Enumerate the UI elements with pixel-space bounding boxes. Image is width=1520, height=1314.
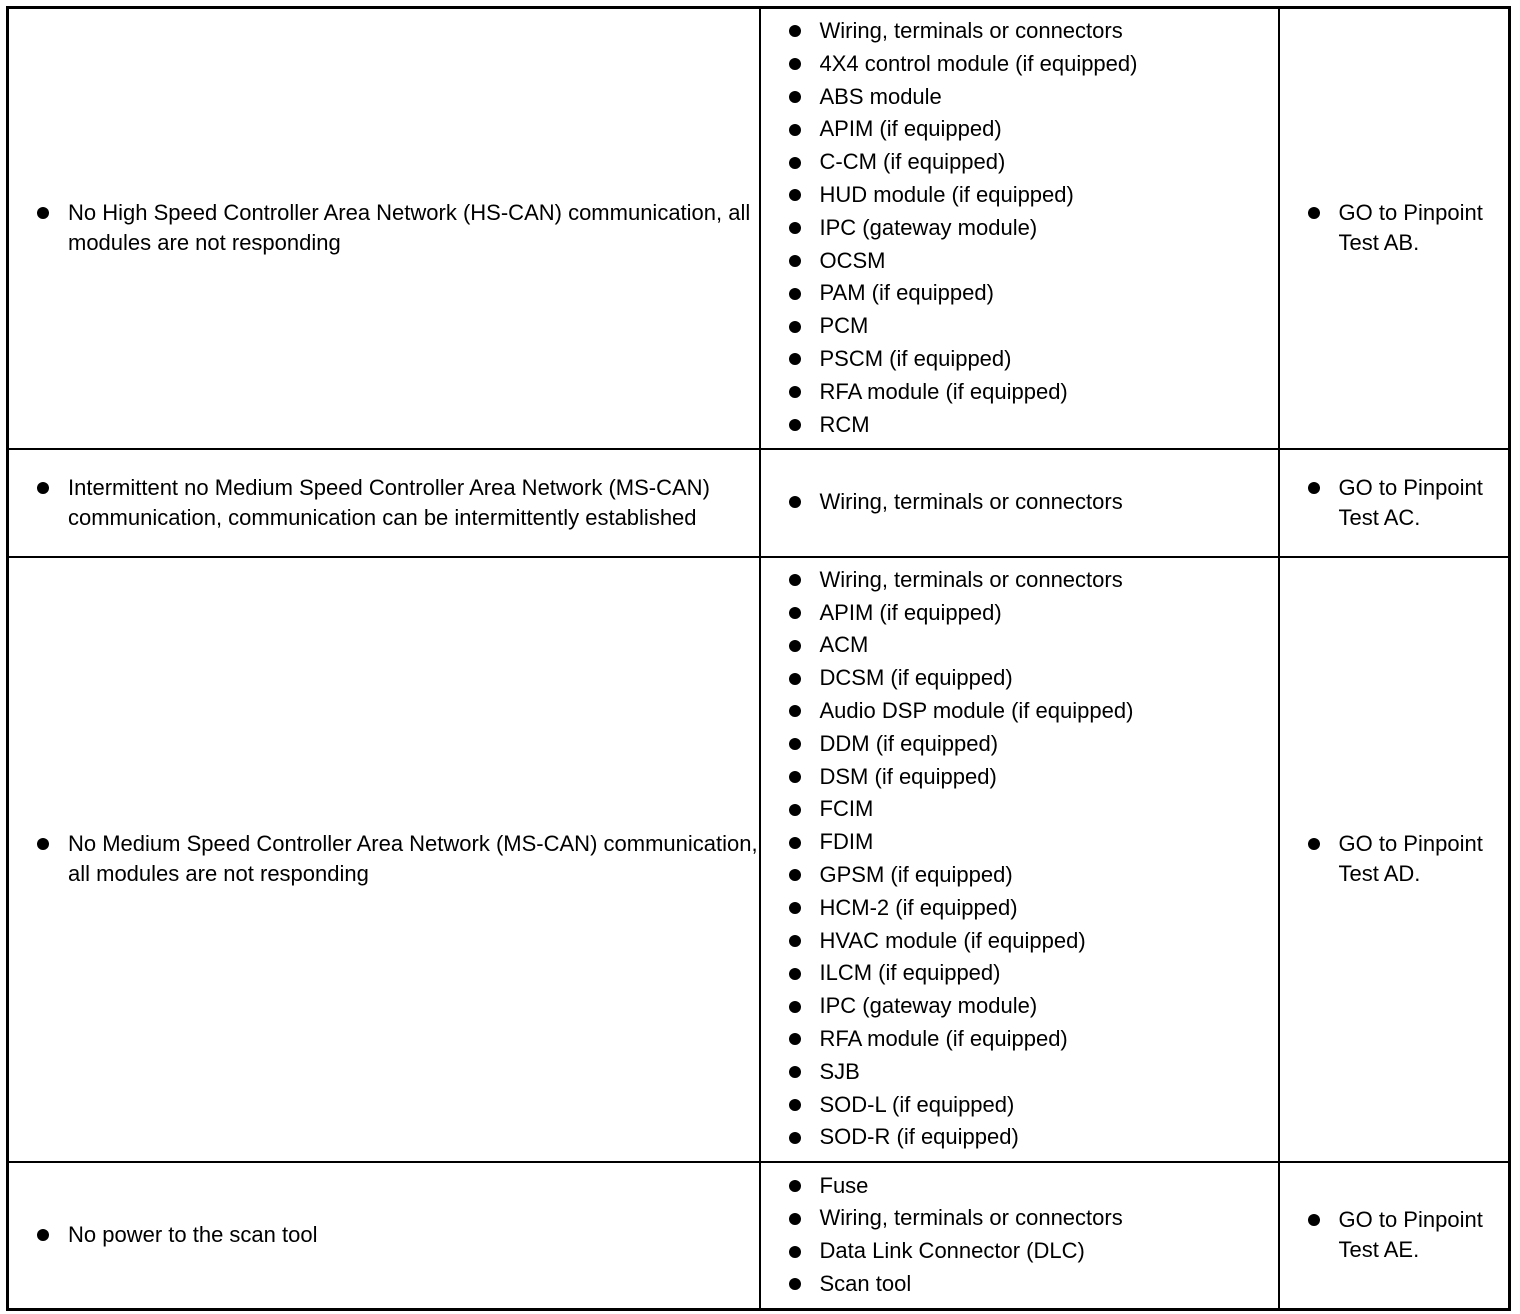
possible-sources-cell	[760, 1162, 1279, 1310]
action-cell-list	[1280, 473, 1509, 533]
list-item: DCSM (if equipped)	[761, 662, 1278, 695]
list-item: FDIM	[761, 826, 1278, 859]
list-item: IPC (gateway module)	[761, 212, 1278, 245]
table-row	[8, 557, 1510, 1162]
list-item: GO to Pinpoint Test AE.	[1280, 1205, 1509, 1265]
list-item: HCM-2 (if equipped)	[761, 892, 1278, 925]
list-item: FCIM	[761, 793, 1278, 826]
symptom-cell	[8, 449, 760, 557]
list-item: DSM (if equipped)	[761, 761, 1278, 794]
list-item: APIM (if equipped)	[761, 113, 1278, 146]
list-item: DDM (if equipped)	[761, 728, 1278, 761]
list-item: Wiring, terminals or connectors	[761, 486, 1278, 519]
action-cell	[1279, 1162, 1510, 1310]
action-cell	[1279, 8, 1510, 449]
symptom-cell	[8, 1162, 760, 1310]
list-item: APIM (if equipped)	[761, 597, 1278, 630]
list-item: Wiring, terminals or connectors	[761, 564, 1278, 597]
list-item: RFA module (if equipped)	[761, 376, 1278, 409]
list-item: SJB	[761, 1056, 1278, 1089]
list-item: RCM	[761, 409, 1278, 442]
list-item: Scan tool	[761, 1268, 1278, 1301]
list-item: No High Speed Controller Area Network (HS-CAN) communication, all modules are not responding	[9, 198, 759, 258]
list-item: ABS module	[761, 81, 1278, 114]
list-item: GO to Pinpoint Test AD.	[1280, 829, 1509, 889]
list-item: GPSM (if equipped)	[761, 859, 1278, 892]
possible-sources-cell	[760, 449, 1279, 557]
action-cell-list	[1280, 198, 1509, 258]
action-cell-list	[1280, 829, 1509, 889]
action-cell	[1279, 449, 1510, 557]
possible-sources-cell-list	[761, 486, 1278, 519]
possible-sources-cell	[760, 8, 1279, 449]
table-row	[8, 8, 1510, 449]
list-item: SOD-R (if equipped)	[761, 1121, 1278, 1154]
list-item: No Medium Speed Controller Area Network (MS-CAN) communication, all modules are not responding	[9, 829, 759, 889]
symptom-cell-list	[9, 1220, 759, 1250]
list-item: No power to the scan tool	[9, 1220, 759, 1250]
table-body	[8, 8, 1510, 1310]
list-item: OCSM	[761, 245, 1278, 278]
table-row	[8, 449, 1510, 557]
list-item: C-CM (if equipped)	[761, 146, 1278, 179]
list-item: GO to Pinpoint Test AB.	[1280, 198, 1509, 258]
table-row	[8, 1162, 1510, 1310]
list-item: PCM	[761, 310, 1278, 343]
symptom-chart-table	[6, 6, 1511, 1311]
possible-sources-cell-list	[761, 564, 1278, 1154]
list-item: RFA module (if equipped)	[761, 1023, 1278, 1056]
list-item: 4X4 control module (if equipped)	[761, 48, 1278, 81]
list-item: HVAC module (if equipped)	[761, 925, 1278, 958]
list-item: Wiring, terminals or connectors	[761, 15, 1278, 48]
symptom-cell	[8, 557, 760, 1162]
list-item: Fuse	[761, 1170, 1278, 1203]
symptom-cell-list	[9, 198, 759, 258]
list-item: Data Link Connector (DLC)	[761, 1235, 1278, 1268]
symptom-cell	[8, 8, 760, 449]
list-item: PAM (if equipped)	[761, 277, 1278, 310]
action-cell-list	[1280, 1205, 1509, 1265]
possible-sources-cell-list	[761, 1170, 1278, 1301]
list-item: PSCM (if equipped)	[761, 343, 1278, 376]
list-item: Audio DSP module (if equipped)	[761, 695, 1278, 728]
symptom-cell-list	[9, 829, 759, 889]
list-item: HUD module (if equipped)	[761, 179, 1278, 212]
list-item: Wiring, terminals or connectors	[761, 1202, 1278, 1235]
list-item: ILCM (if equipped)	[761, 957, 1278, 990]
list-item: Intermittent no Medium Speed Controller Area Network (MS-CAN) communication, communication can be intermittently established	[9, 473, 759, 533]
list-item: ACM	[761, 629, 1278, 662]
possible-sources-cell	[760, 557, 1279, 1162]
list-item: IPC (gateway module)	[761, 990, 1278, 1023]
action-cell	[1279, 557, 1510, 1162]
symptom-cell-list	[9, 473, 759, 533]
list-item: SOD-L (if equipped)	[761, 1089, 1278, 1122]
list-item: GO to Pinpoint Test AC.	[1280, 473, 1509, 533]
possible-sources-cell-list	[761, 15, 1278, 441]
